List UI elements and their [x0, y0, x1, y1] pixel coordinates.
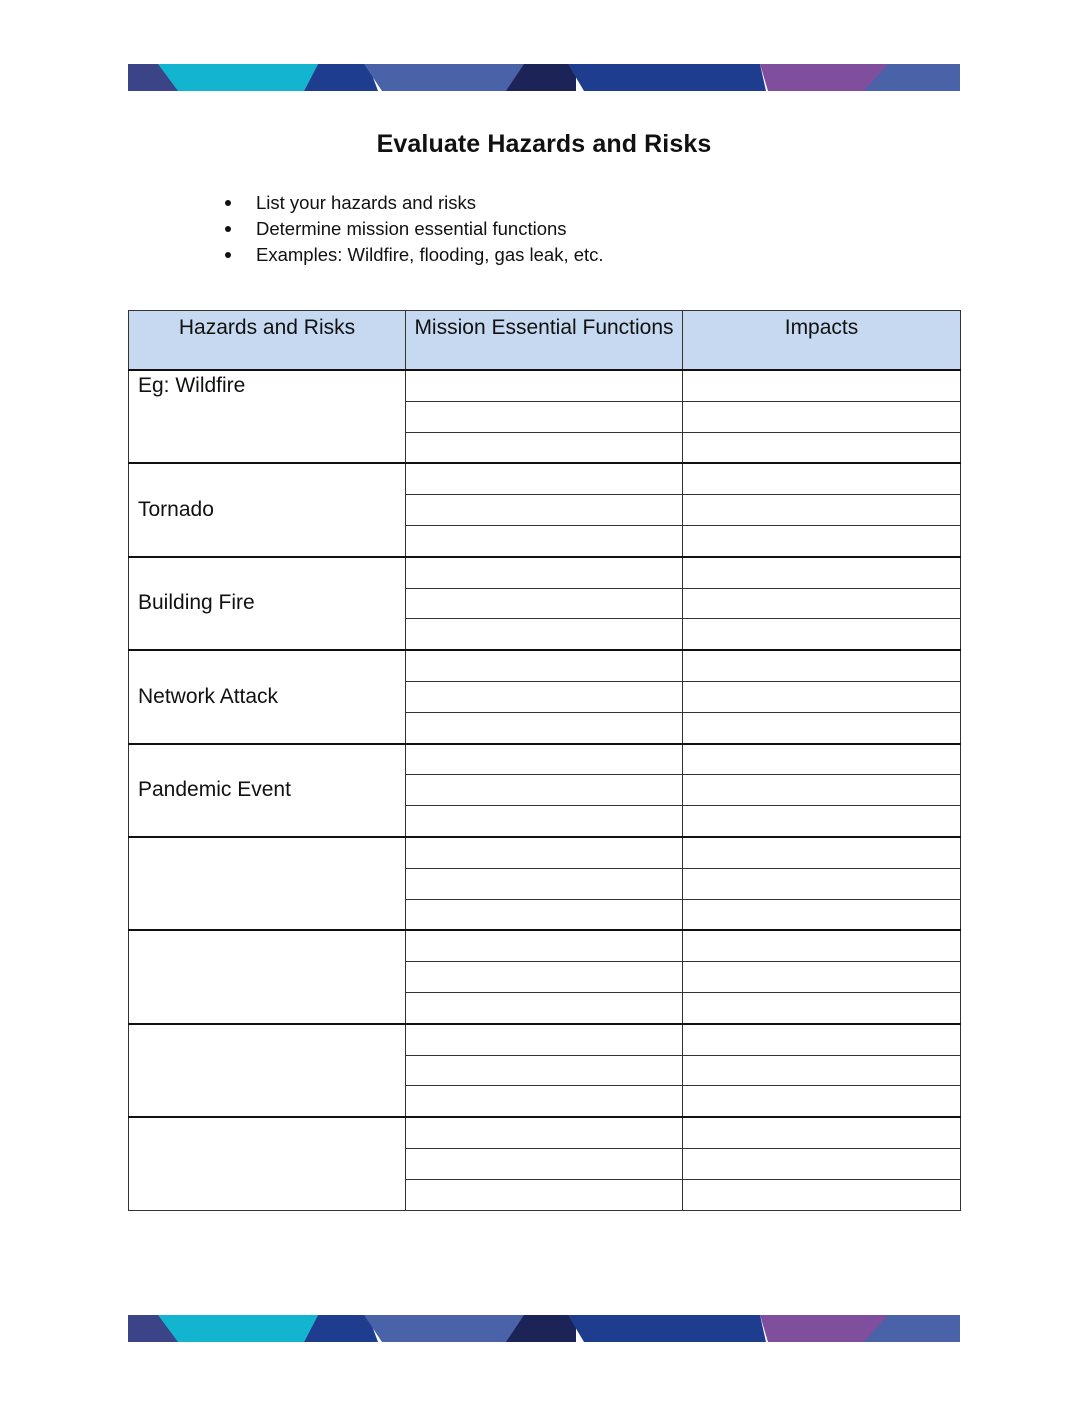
function-cell[interactable] [406, 525, 683, 556]
function-cell[interactable] [406, 495, 683, 526]
hazard-cell[interactable]: Tornado [129, 463, 406, 556]
impact-cell[interactable] [683, 681, 961, 712]
hazard-cell[interactable]: Network Attack [129, 650, 406, 743]
impact-cell[interactable] [683, 868, 961, 899]
function-cell[interactable] [406, 712, 683, 743]
banner-band [158, 1315, 318, 1342]
impact-cell[interactable] [683, 1086, 961, 1117]
function-cell[interactable] [406, 962, 683, 993]
table-row [129, 744, 961, 775]
function-cell[interactable] [406, 775, 683, 806]
function-cell[interactable] [406, 837, 683, 868]
instruction-text: Determine mission essential functions [256, 218, 567, 239]
function-cell[interactable] [406, 930, 683, 961]
instruction-item [222, 216, 604, 242]
bullet-icon [225, 252, 231, 258]
impact-cell[interactable] [683, 650, 961, 681]
hazard-cell[interactable]: Pandemic Event [129, 744, 406, 837]
function-cell[interactable] [406, 401, 683, 432]
hazard-cell[interactable]: Eg: Wildfire [129, 370, 406, 463]
function-cell[interactable] [406, 1148, 683, 1179]
table-body [129, 370, 961, 1210]
hazards-table [128, 310, 961, 1211]
banner-band [364, 1315, 530, 1342]
impact-cell[interactable] [683, 930, 961, 961]
impact-cell[interactable] [683, 463, 961, 494]
function-cell[interactable] [406, 1086, 683, 1117]
banner-graphic [128, 1315, 960, 1342]
banner-band [364, 64, 530, 91]
function-cell[interactable] [406, 557, 683, 588]
table-row [129, 370, 961, 401]
function-cell[interactable] [406, 432, 683, 463]
impact-cell[interactable] [683, 992, 961, 1023]
function-cell[interactable] [406, 1117, 683, 1148]
function-cell[interactable] [406, 868, 683, 899]
footer-banner [128, 1315, 960, 1342]
impact-cell[interactable] [683, 962, 961, 993]
impact-cell[interactable] [683, 370, 961, 401]
function-cell[interactable] [406, 806, 683, 837]
banner-band [568, 1315, 766, 1342]
impact-cell[interactable] [683, 1117, 961, 1148]
column-header-impacts: Impacts [683, 311, 961, 371]
bullet-icon [225, 226, 231, 232]
table-row [129, 837, 961, 868]
hazard-cell[interactable] [129, 1117, 406, 1210]
instruction-item [222, 242, 604, 268]
function-cell[interactable] [406, 899, 683, 930]
impact-cell[interactable] [683, 401, 961, 432]
impact-cell[interactable] [683, 1024, 961, 1055]
column-header-hazards: Hazards and Risks [129, 311, 406, 371]
banner-band [158, 64, 318, 91]
impact-cell[interactable] [683, 1179, 961, 1210]
function-cell[interactable] [406, 1024, 683, 1055]
impact-cell[interactable] [683, 806, 961, 837]
function-cell[interactable] [406, 588, 683, 619]
table-row [129, 930, 961, 961]
impact-cell[interactable] [683, 712, 961, 743]
function-cell[interactable] [406, 744, 683, 775]
impact-cell[interactable] [683, 1055, 961, 1086]
impact-cell[interactable] [683, 899, 961, 930]
instruction-item [222, 190, 604, 216]
function-cell[interactable] [406, 650, 683, 681]
impact-cell[interactable] [683, 744, 961, 775]
function-cell[interactable] [406, 619, 683, 650]
hazard-cell[interactable] [129, 837, 406, 930]
function-cell[interactable] [406, 1179, 683, 1210]
function-cell[interactable] [406, 681, 683, 712]
impact-cell[interactable] [683, 495, 961, 526]
impact-cell[interactable] [683, 775, 961, 806]
banner-graphic [128, 64, 960, 91]
instruction-text: Examples: Wildfire, flooding, gas leak, etc. [256, 244, 604, 265]
table-row [129, 1117, 961, 1148]
instruction-text: List your hazards and risks [256, 192, 477, 213]
instruction-list [222, 190, 604, 268]
impact-cell[interactable] [683, 588, 961, 619]
hazard-cell[interactable] [129, 1024, 406, 1117]
bullet-icon [225, 200, 231, 206]
function-cell[interactable] [406, 992, 683, 1023]
function-cell[interactable] [406, 1055, 683, 1086]
hazard-cell[interactable] [129, 930, 406, 1023]
impact-cell[interactable] [683, 525, 961, 556]
table-row [129, 1024, 961, 1055]
impact-cell[interactable] [683, 1148, 961, 1179]
table-row [129, 650, 961, 681]
function-cell[interactable] [406, 370, 683, 401]
hazard-cell[interactable]: Building Fire [129, 557, 406, 650]
table-row [129, 463, 961, 494]
table-row [129, 557, 961, 588]
table-header-row [129, 311, 961, 371]
function-cell[interactable] [406, 463, 683, 494]
impact-cell[interactable] [683, 619, 961, 650]
page-title: Evaluate Hazards and Risks [376, 130, 712, 158]
impact-cell[interactable] [683, 432, 961, 463]
impact-cell[interactable] [683, 557, 961, 588]
banner-band [568, 64, 766, 91]
impact-cell[interactable] [683, 837, 961, 868]
header-banner [128, 64, 960, 91]
column-header-functions: Mission Essential Functions [406, 311, 683, 371]
